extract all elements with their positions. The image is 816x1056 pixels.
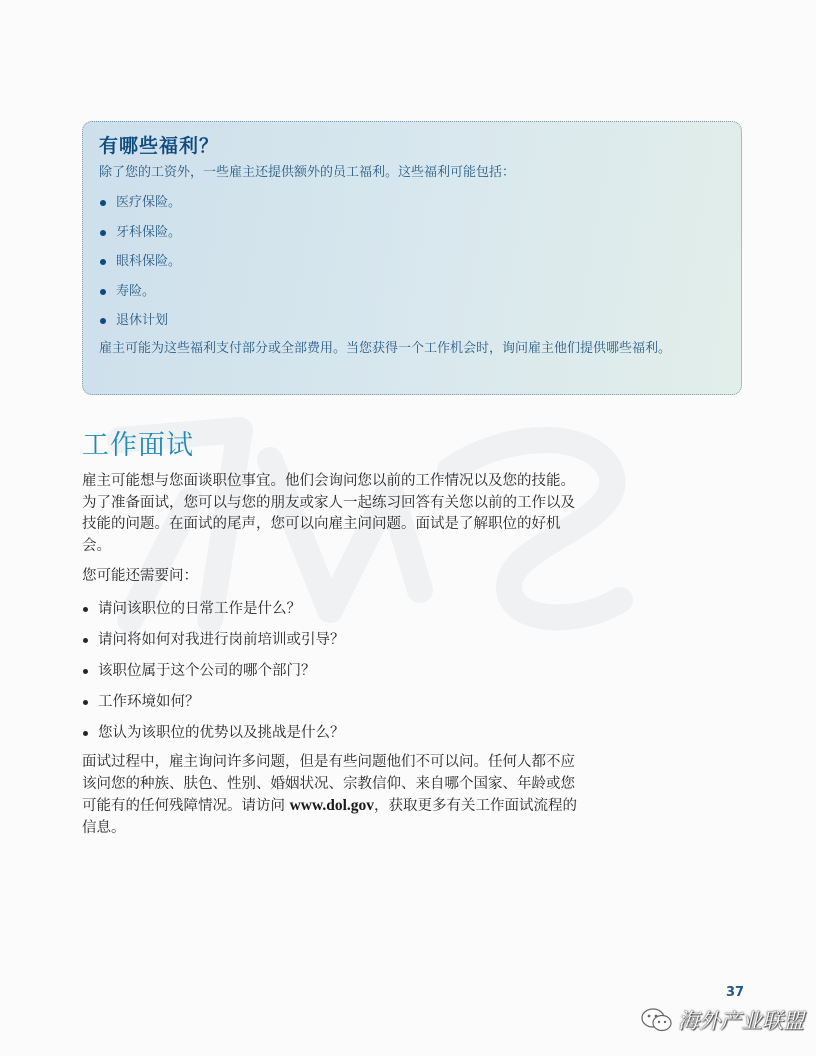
list-item: 您认为该职位的优势以及挑战是什么？	[82, 718, 345, 749]
interview-section-title: 工作面试	[82, 430, 194, 461]
page-number: 37	[726, 985, 745, 1000]
interview-paragraph-2: 您可能还需要问：	[82, 568, 198, 584]
benefits-title: 有哪些福利？	[99, 135, 220, 157]
list-item: 寿险。	[99, 277, 725, 307]
paragraph-text: ，获取更多有关工作面试流程的信息。	[82, 798, 578, 836]
interview-paragraph-1: 雇主可能想与您面谈职位事宜。他们会询问您以前的工作情况以及您的技能。为了准备面试，您可以与您的朋友或家人一起练习回答有关您以前的工作以及技能的问题。在面试的尾声，您可以向雇主问问题。面试是了解职位的好机会。	[82, 473, 575, 554]
list-item: 退休计划	[99, 306, 725, 336]
benefits-callout-box	[82, 121, 742, 395]
benefits-intro: 除了您的工资外，一些雇主还提供额外的员工福利。这些福利可能包括：	[99, 165, 516, 180]
wechat-icon	[640, 1006, 674, 1034]
list-item: 请问将如何对我进行岗前培训或引导？	[82, 625, 345, 656]
list-item: 医疗保险。	[99, 188, 725, 218]
list-item: 工作环境如何？	[82, 687, 345, 718]
benefits-outro: 雇主可能为这些福利支付部分或全部费用。当您获得一个工作机会时，询问雇主他们提供哪些福利。	[99, 340, 672, 356]
list-item: 牙科保险。	[99, 218, 725, 248]
dol-link[interactable]: www.dol.gov	[289, 797, 375, 814]
watermark	[640, 1002, 804, 1038]
interview-paragraph-3	[82, 752, 577, 839]
list-item: 该职位属于这个公司的哪个部门？	[82, 656, 345, 687]
list-item: 请问该职位的日常工作是什么？	[82, 594, 345, 625]
watermark-text: 海外产业联盟	[678, 1009, 804, 1033]
interview-questions-list	[82, 594, 345, 749]
paragraph-text: 面试过程中，雇主询问许多问题，但是有些问题他们不可以问。任何人都不应该问您的种族、肤色、性别、婚姻状况、宗教信仰、来自哪个国家、年龄或您可能有的任何残障情况。请访问	[82, 754, 575, 814]
benefits-list	[99, 188, 725, 336]
list-item: 眼科保险。	[99, 247, 725, 277]
